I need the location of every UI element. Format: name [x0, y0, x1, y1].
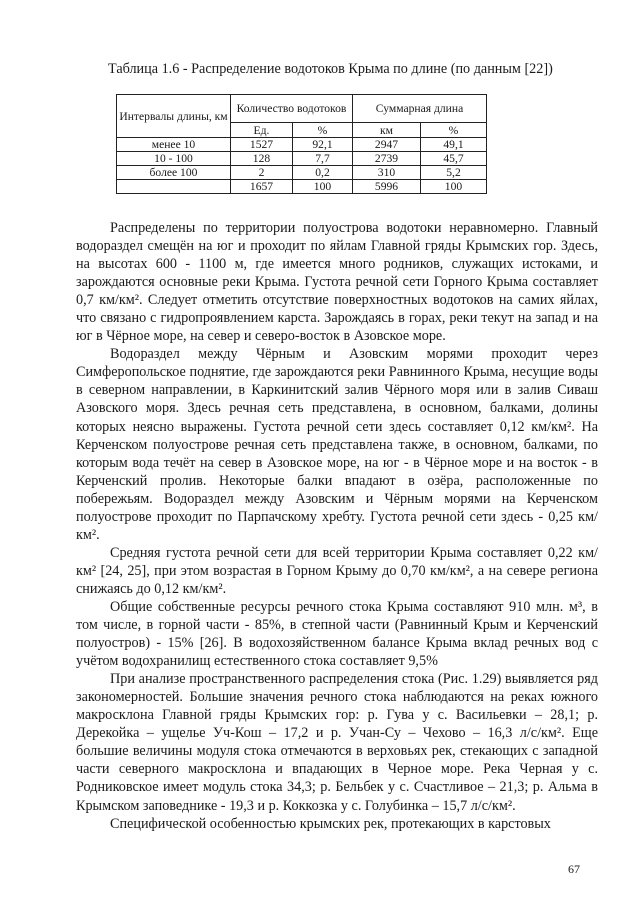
paragraph: Общие собственные ресурсы речного стока Крыма составляют 910 млн. м³, в том числе, в горной части - 85%, в степной части (Равнинный Крым и Керченский полуостров) - 15% [26]. В водохозяйственном балансе Крыма вклад речных вод с учётом водохранилищ естественного стока составляет 9,5% [76, 598, 598, 670]
cell-length-percent: 100 [421, 180, 487, 194]
cell-length-percent: 45,7 [421, 152, 487, 166]
table-row [117, 152, 487, 166]
table-row [117, 166, 487, 180]
subheader-count-percent: % [293, 123, 353, 138]
paragraph: Средняя густота речной сети для всей территории Крыма составляет 0,22 км/км² [24, 25], при этом возрастая в Горном Крыму до 0,70 км/км², а на севере региона снижаясь до 0,12 км/км². [76, 544, 598, 597]
cell-length: 5996 [353, 180, 421, 194]
cell-count-percent: 92,1 [293, 138, 353, 152]
paragraph: Специфической особенностью крымских рек, протекающих в карстовых [110, 815, 551, 832]
paragraph: Водораздел между Чёрным и Азовским морями проходит через Симферопольское поднятие, где зарождаются реки Равнинного Крыма, несущие воды в северном направлении, в Каркинитский залив Чёрного моря или в залив Сиваш Азовского моря. Здесь речная сеть представлена, в основном, балками, долины которых неясно выражены. Густота речной сети здесь составляет 0,12 км/км². На Керченском полуострове речная сеть представлена также, в основном, балками, по которым вода течёт на север в Азовское море, на юг - в Чёрное море и на восток - в Керченский пролив. Некоторые балки впадают в озёра, расположенные по побережьям. Водораздел между Азовским и Чёрным морями на Керченском полуострове проходит по Парпачскому хребту. Густота речной сети здесь - 0,25 км/км². [76, 346, 598, 543]
cell-interval [117, 180, 231, 194]
table-caption: Таблица 1.6 - Распределение водотоков Крыма по длине (по данным [22]) [108, 61, 553, 77]
cell-interval: более 100 [117, 166, 231, 180]
paragraph: Распределены по территории полуострова водотоки неравномерно. Главный водораздел смещён на юг и проходит по яйлам Главной гряды Крымских гор. Здесь, на высотах 600 - 1100 м, где имеется много родников, служащих истоками, и зарождаются основные реки Крыма. Густота речной сети Горного Крыма составляет 0,7 км/км². Следует отметить отсутствие поверхностных водотоков на самих яйлах, что связано с гидропроявлением карста. Зарождаясь в горах, реки текут на запад и на юг в Чёрное море, на север и северо-восток в Азовское море. [76, 220, 598, 345]
cell-length: 2947 [353, 138, 421, 152]
cell-count-percent: 0,2 [293, 166, 353, 180]
subheader-length-percent: % [421, 123, 487, 138]
cell-length: 2739 [353, 152, 421, 166]
cell-interval: 10 - 100 [117, 152, 231, 166]
subheader-units: Ед. [231, 123, 293, 138]
cell-count: 2 [231, 166, 293, 180]
header-intervals: Интервалы длины, км [117, 95, 231, 138]
cell-length-percent: 49,1 [421, 138, 487, 152]
page-number: 67 [568, 862, 580, 876]
table-row [117, 138, 487, 152]
paragraph: При анализе пространственного распределения стока (Рис. 1.29) выявляется ряд закономерностей. Большие значения речного стока наблюдаются на реках южного макросклона Главной гряды Крымских гор: р. Гува у с. Васильевки – 28,1; р. Дерекойка – ущелье Уч-Кош – 17,2 и р. Учан-Су – Чехово – 16,3 л/с/км². Еще большие величины модуля стока отмечаются в верховьях рек, стекающих с западной части северного макросклона и впадающих в Черное море. Река Черная у с. Родниковское имеет модуль стока 34,3; р. Бельбек у с. Счастливое – 21,3; р. Альма в Крымском заповеднике - 19,3 и р. Коккозка у с. Голубинка – 15,7 л/с/км². [76, 671, 598, 814]
subheader-km: км [353, 123, 421, 138]
cell-interval: менее 10 [117, 138, 231, 152]
cell-count: 1657 [231, 180, 293, 194]
cell-count: 128 [231, 152, 293, 166]
cell-count-percent: 7,7 [293, 152, 353, 166]
cell-length: 310 [353, 166, 421, 180]
cell-length-percent: 5,2 [421, 166, 487, 180]
table-header-row [117, 95, 487, 123]
table-total-row [117, 180, 487, 194]
cell-count-percent: 100 [293, 180, 353, 194]
body-text [76, 219, 598, 833]
cell-count: 1527 [231, 138, 293, 152]
river-length-table [116, 94, 487, 194]
header-total-length: Суммарная длина [353, 95, 487, 123]
header-count: Количество водотоков [231, 95, 353, 123]
